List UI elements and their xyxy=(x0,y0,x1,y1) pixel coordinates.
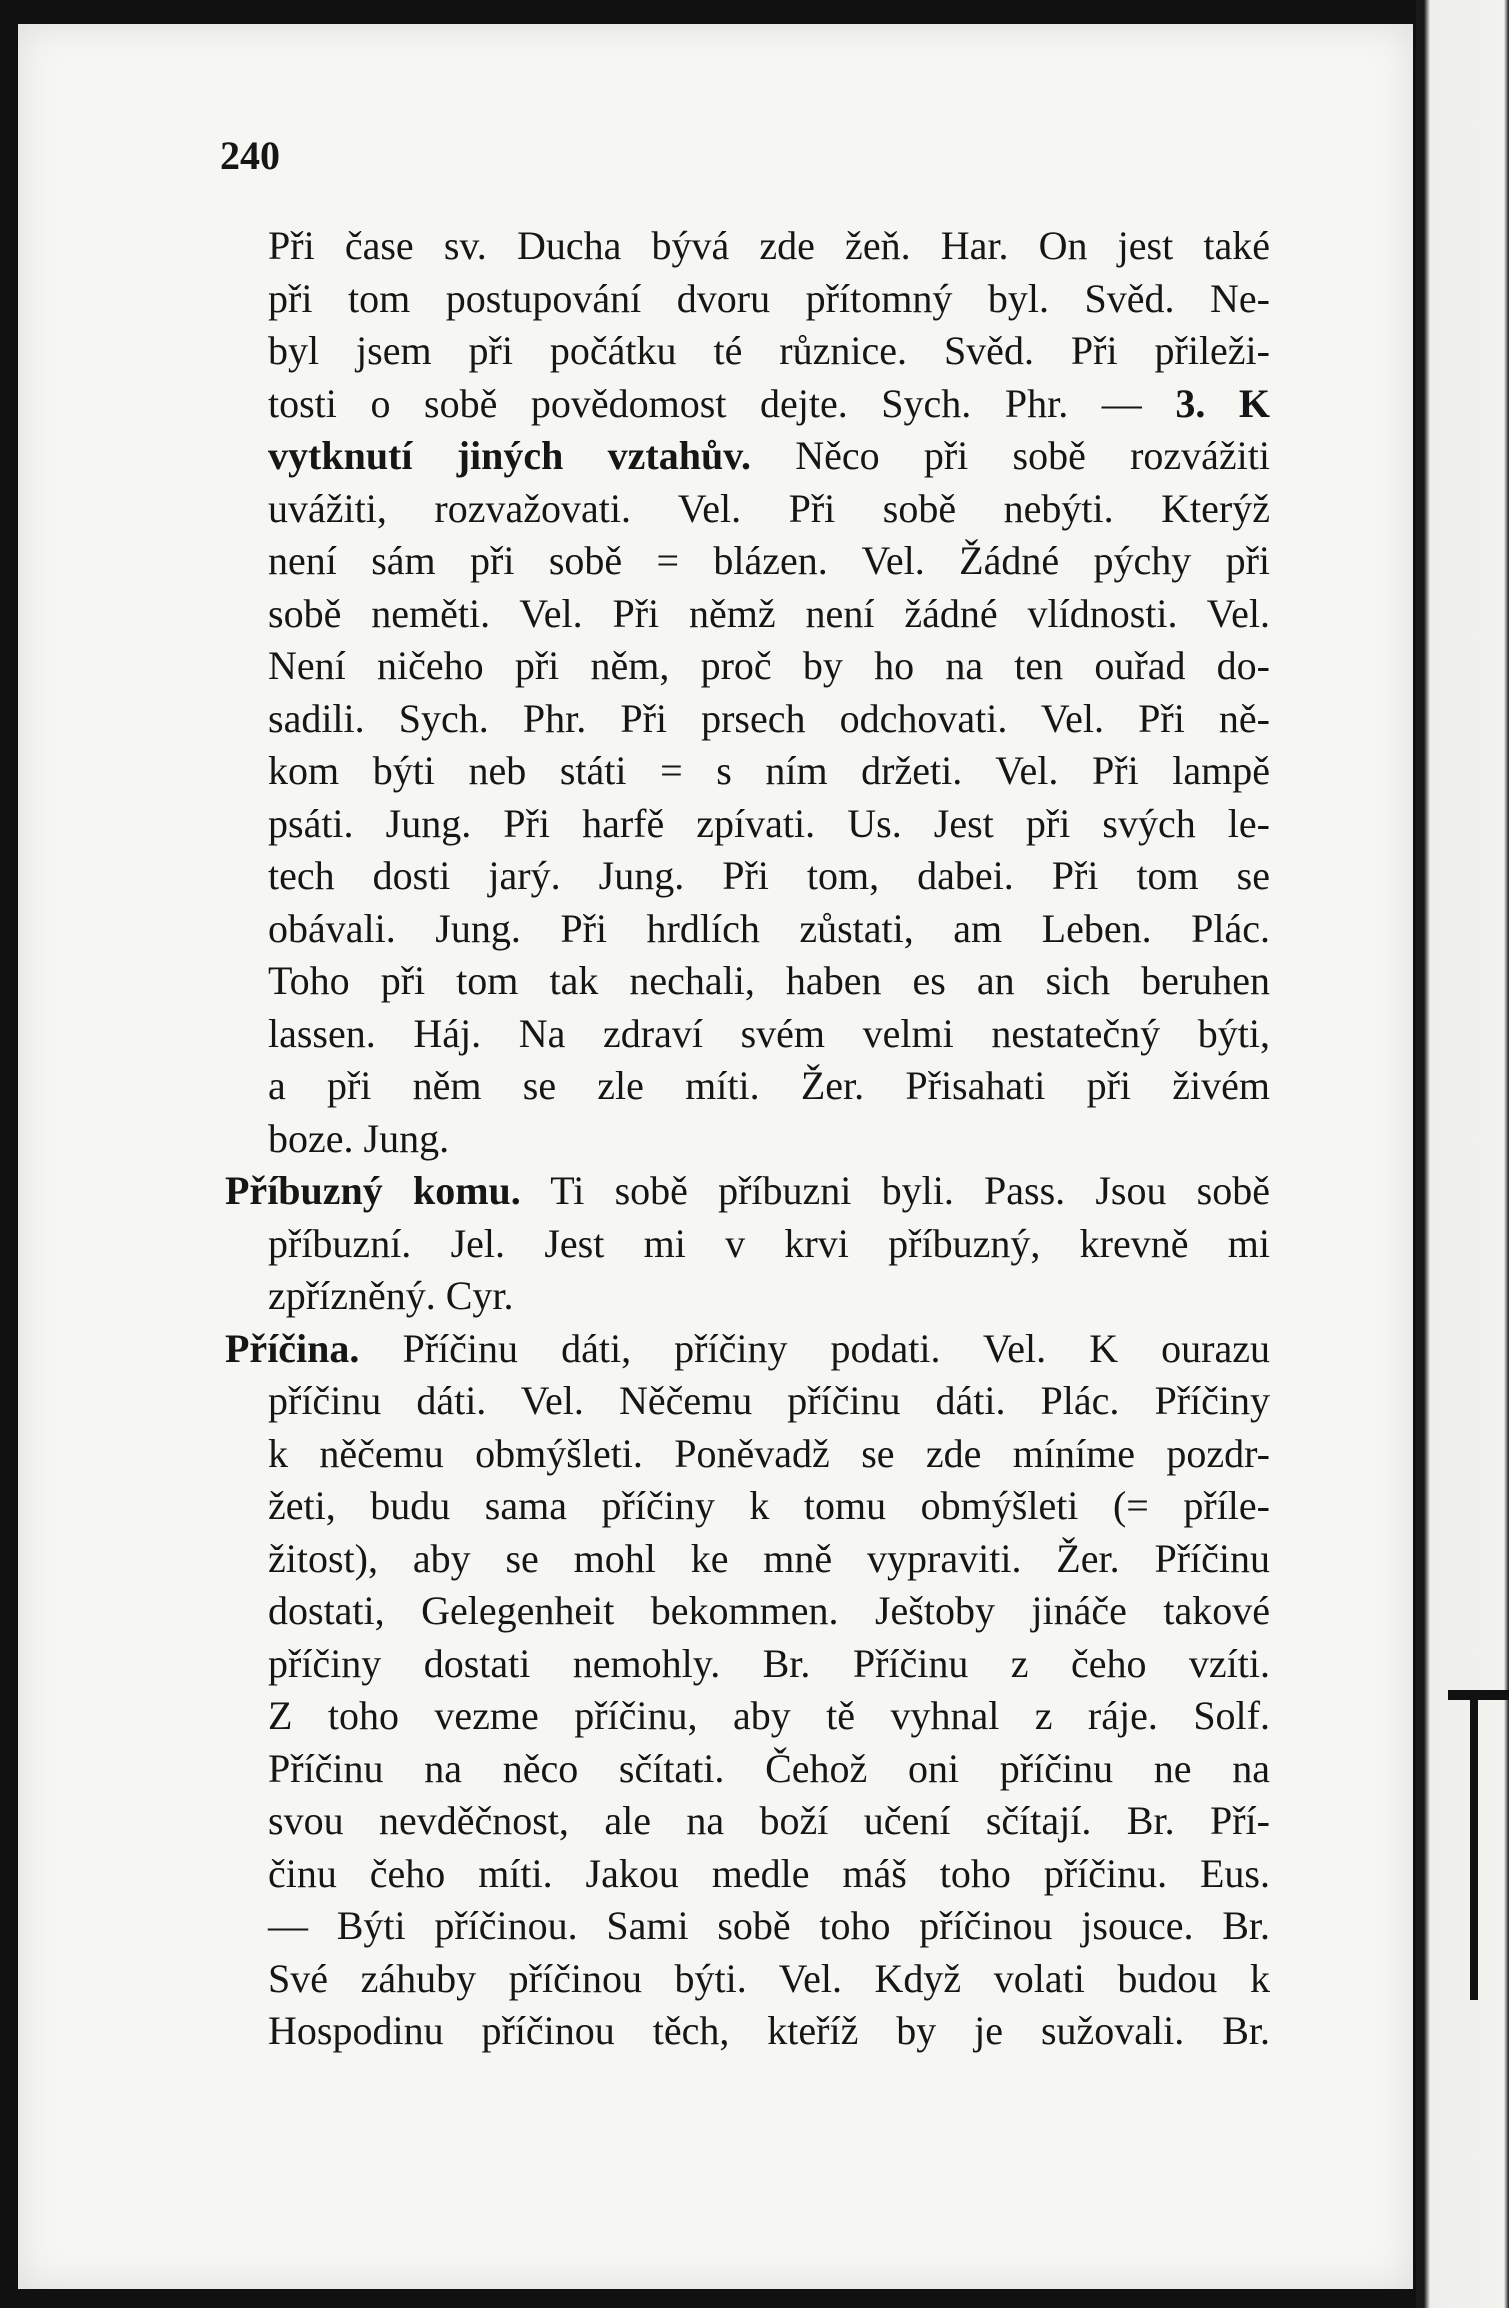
entry-first-line xyxy=(225,1323,1270,1375)
edge-mark xyxy=(1448,1690,1509,1700)
line-text: Hospodinu příčinou těch, kteříž by je sužovali. Br. xyxy=(268,2008,1270,2053)
line-text: není sám při sobě = blázen. Vel. Žádné pýchy při xyxy=(268,538,1270,583)
text-line xyxy=(268,325,1270,377)
headword: 3. K xyxy=(1175,380,1270,426)
line-text: sobě neměti. Vel. Při němž není žádné vlídnosti. Vel. xyxy=(268,590,1270,636)
text-line xyxy=(268,2005,1270,2057)
line-text: sadili. Sych. Phr. Při prsech odchovati. Vel. Při ně- xyxy=(268,695,1270,741)
line-text: boze. Jung. xyxy=(268,1115,450,1161)
text-line xyxy=(268,483,1270,535)
line-text: Příčinu na něco sčítati. Čehož oni příčinu ne na xyxy=(268,1745,1270,1791)
adjacent-page-edge xyxy=(1416,0,1509,2308)
text-line xyxy=(268,1848,1270,1900)
text-line xyxy=(268,1060,1270,1112)
line-text: Toho při tom tak nechali, haben es an sich beruhen xyxy=(268,958,1270,1003)
line-text: Není ničeho při něm, proč by ho na ten ouřad do- xyxy=(268,643,1270,688)
text-line xyxy=(268,1270,1270,1322)
text-line xyxy=(268,640,1270,692)
line-text: lassen. Háj. Na zdraví svém velmi nestatečný býti, xyxy=(268,1010,1270,1056)
text-line xyxy=(268,1900,1270,1952)
line-text: byl jsem při počátku té různice. Svěd. Při přileži- xyxy=(268,328,1270,373)
text-line xyxy=(268,693,1270,745)
text-line xyxy=(268,1008,1270,1060)
text-line xyxy=(268,745,1270,797)
line-text: tosti o sobě povědomost dejte. Sych. Phr. — xyxy=(268,380,1176,426)
text-line xyxy=(268,588,1270,640)
page-number: 240 xyxy=(220,133,280,178)
text-line xyxy=(268,1690,1270,1742)
line-text: obávali. Jung. Při hrdlích zůstati, am Leben. Plác. xyxy=(268,905,1270,951)
headword: vytknutí jiných vztahův. xyxy=(268,433,751,478)
text-line xyxy=(268,1480,1270,1532)
text-line xyxy=(268,1218,1270,1270)
text-line xyxy=(268,535,1270,587)
headword: Příbuzný komu. xyxy=(225,1168,521,1213)
text-line xyxy=(268,1428,1270,1480)
text-line xyxy=(268,1795,1270,1847)
line-text: — Býti příčinou. Sami sobě toho příčinou jsouce. Br. xyxy=(268,1903,1270,1948)
edge-mark xyxy=(1470,1700,1478,2000)
text-line xyxy=(268,955,1270,1007)
text-line xyxy=(268,430,1270,482)
entry-first-line xyxy=(225,1165,1270,1217)
line-text: Příčinu dáti, příčiny podati. Vel. K ourazu xyxy=(359,1325,1270,1371)
text-line xyxy=(268,1743,1270,1795)
line-text: tech dosti jarý. Jung. Při tom, dabei. Při tom se xyxy=(268,853,1270,898)
line-text: činu čeho míti. Jakou medle máš toho příčinu. Eus. xyxy=(268,1850,1270,1896)
text-line xyxy=(268,273,1270,325)
line-text: dostati, Gelegenheit bekommen. Ještoby jináče takové xyxy=(268,1588,1270,1633)
text-line xyxy=(268,850,1270,902)
text-line xyxy=(268,220,1270,272)
line-text: příčinu dáti. Vel. Něčemu příčinu dáti. Plác. Příčiny xyxy=(268,1378,1270,1423)
text-line xyxy=(268,1585,1270,1637)
line-text: žitost), aby se mohl ke mně vypraviti. Žer. Příčinu xyxy=(268,1535,1270,1581)
line-text: žeti, budu sama příčiny k tomu obmýšleti (= příle- xyxy=(268,1483,1270,1528)
line-text: Z toho vezme příčinu, aby tě vyhnal z ráje. Solf. xyxy=(268,1693,1270,1738)
headword: Příčina. xyxy=(225,1325,360,1371)
line-text: při tom postupování dvoru přítomný byl. Svěd. Ne- xyxy=(268,275,1270,321)
text-line xyxy=(268,1375,1270,1427)
line-text: Při čase sv. Ducha bývá zde žeň. Har. On jest také xyxy=(268,223,1270,268)
line-text: příbuzní. Jel. Jest mi v krvi příbuzný, krevně mi xyxy=(268,1220,1270,1266)
line-text: příčiny dostati nemohly. Br. Příčinu z čeho vzíti. xyxy=(268,1640,1270,1686)
text-line xyxy=(268,1953,1270,2005)
text-line xyxy=(268,798,1270,850)
line-text: zpřízněný. Cyr. xyxy=(268,1273,514,1318)
line-text: Své záhuby příčinou býti. Vel. Když volati budou k xyxy=(268,1955,1270,2001)
line-text: a při něm se zle míti. Žer. Přisahati při živém xyxy=(268,1063,1270,1108)
text-line xyxy=(268,378,1270,430)
line-text: Ti sobě příbuzni byli. Pass. Jsou sobě xyxy=(520,1168,1270,1213)
text-line xyxy=(268,903,1270,955)
line-text: k něčemu obmýšleti. Poněvadž se zde míníme pozdr- xyxy=(268,1430,1270,1476)
line-text: Něco při sobě rozvážiti xyxy=(751,433,1270,478)
line-text: uvážiti, rozvažovati. Vel. Při sobě nebýti. Kterýž xyxy=(268,485,1270,531)
text-line xyxy=(268,1113,1270,1165)
text-line xyxy=(268,1533,1270,1585)
line-text: psáti. Jung. Při harfě zpívati. Us. Jest při svých le- xyxy=(268,800,1270,846)
text-line xyxy=(268,1638,1270,1690)
line-text: kom býti neb státi = s ním držeti. Vel. Při lampě xyxy=(268,748,1270,793)
line-text: svou nevděčnost, ale na boží učení sčítají. Br. Pří- xyxy=(268,1798,1270,1843)
